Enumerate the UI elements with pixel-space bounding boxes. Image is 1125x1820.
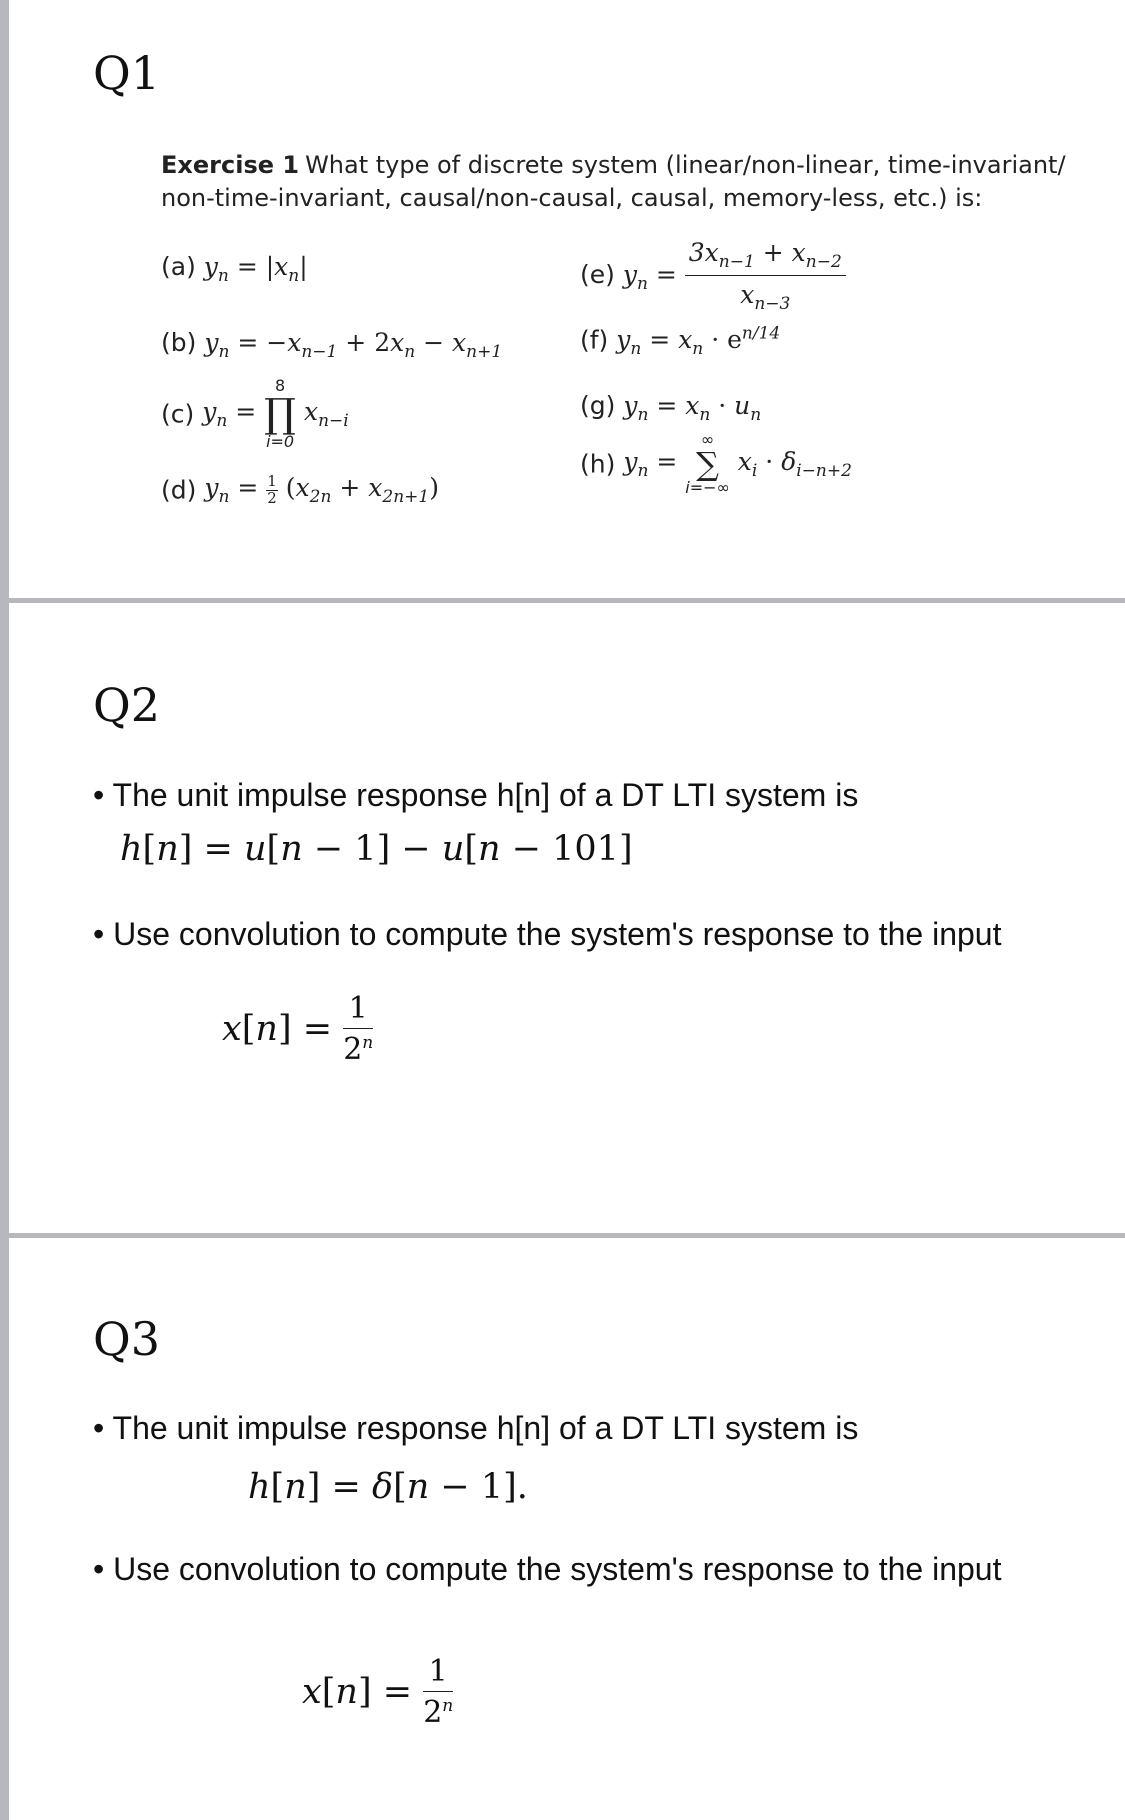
formula-h: $y_n$ =	[623, 446, 678, 481]
item-a: (a) $y_n = |x_n|$	[161, 252, 308, 286]
item-c: (c) $y_n$ = 8 ∏ i=0 $x_{n-i}$	[161, 376, 349, 451]
q2-h-equation: h[n] = u[n − 1] − u[n − 101]	[120, 829, 633, 869]
q2-title: Q2	[93, 678, 160, 732]
item-g: (g) $y_n = x_n \cdot u_n$	[580, 391, 762, 425]
exercise-line-1	[161, 153, 1066, 177]
q2-bullet-2: • Use convolution to compute the system's response to the input	[93, 916, 1002, 952]
formula-b: $y_n = -x_{n-1} + 2x_n - x_{n+1}$	[204, 328, 503, 362]
formula-f: $y_n = x_n \cdot e^{n/14}$	[616, 324, 781, 360]
item-f: (f) $y_n = x_n \cdot e^{n/14}$	[580, 324, 781, 360]
item-b: (b) $y_n = -x_{n-1} + 2x_n - x_{n+1}$	[161, 328, 503, 362]
divider-1	[9, 598, 1125, 603]
divider-2	[9, 1233, 1125, 1238]
q3-bullet-2: • Use convolution to compute the system's response to the input	[93, 1551, 1002, 1587]
q3-h-equation: h[n] = δ[n − 1].	[248, 1467, 528, 1507]
item-d: (d) $y_n$ = $\frac{1}{2}$ $(x_{2n} + x_{2n+1})$	[161, 472, 439, 507]
q3-title: Q3	[93, 1312, 160, 1366]
exercise-line-2: non-time-invariant, causal/non-causal, causal, memory-less, etc.) is:	[161, 184, 983, 212]
formula-d: $y_n$ =	[204, 472, 259, 507]
q2-x-equation: x[n] = $\frac{1}{2^n}$	[222, 991, 374, 1067]
formula-g: $y_n = x_n \cdot u_n$	[623, 391, 762, 425]
q3-bullet-1: • The unit impulse response h[n] of a DT LTI system is	[93, 1410, 859, 1446]
sum-operator: ∞ ∑ i=−∞	[685, 430, 730, 497]
q3-x-equation: x[n] = $\frac{1}{2^n}$	[302, 1654, 454, 1730]
formula-c: $y_n$ =	[202, 396, 257, 431]
formula-a: $y_n = |x_n|$	[203, 252, 308, 286]
exercise-label: Exercise 1	[161, 151, 300, 179]
formula-e: $y_n$ = $\frac{3x_{n-1} + x_{n-2}}{x_{n-3}}$	[623, 260, 846, 289]
q2-bullet-1: • The unit impulse response h[n] of a DT LTI system is	[93, 777, 859, 813]
left-border	[0, 0, 9, 1820]
product-operator: 8 ∏ i=0	[264, 376, 296, 451]
exercise-text-1: What type of discrete system (linear/non-linear, time-invariant/	[305, 151, 1066, 179]
item-h: (h) $y_n$ = ∞ ∑ i=−∞ $x_i \cdot \delta_{i-n+2}$	[580, 430, 852, 497]
q1-title: Q1	[93, 46, 160, 100]
item-e: (e) $y_n$ = $\frac{3x_{n-1} + x_{n-2}}{x_{n-3}}$	[580, 240, 846, 313]
